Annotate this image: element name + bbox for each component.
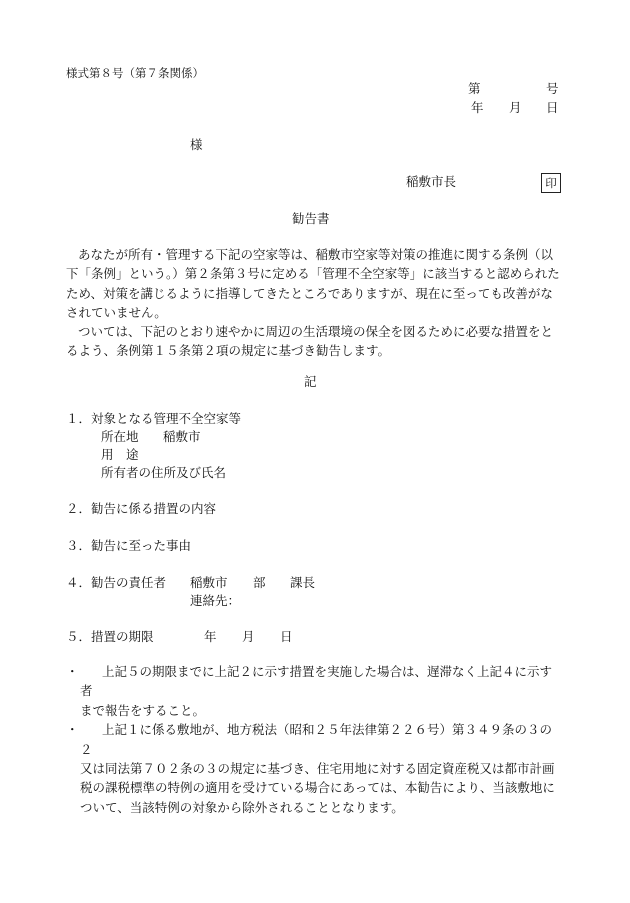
paragraph-line: あなたが所有・管理する下記の空家等は、稲敷市空家等対策の推進に関する条例（以	[78, 247, 554, 262]
item3-heading: ３．勧告に至った事由	[66, 538, 192, 553]
paragraph-line: ついては、下記のとおり速やかに周辺の生活環境の保全を図るために必要な措置をと	[78, 324, 554, 339]
item5-heading: ５．措置の期限	[66, 629, 154, 644]
item4-section: 課長	[290, 575, 316, 590]
item4-heading: ４．勧告の責任者	[66, 575, 167, 590]
note-line: ついて、当該特例の対象から除外されることとなります。	[80, 799, 404, 815]
note-line: 上記５の期限までに上記２に示す措置を実施した場合は、遅滞なく上記４に示す者	[80, 664, 553, 699]
paragraph-line: るよう、条例第１５条第２項の規定に基づき勧告します。	[66, 343, 391, 359]
addressee-honorific: 様	[190, 137, 203, 152]
seal-stamp: 印	[541, 173, 561, 193]
document-number-suffix: 号	[546, 81, 559, 96]
ki-heading: 記	[304, 374, 317, 389]
item5-month: 月	[242, 629, 255, 644]
item5-day: 日	[280, 629, 293, 644]
item4-contact: 連絡先：	[190, 593, 241, 608]
item5-year: 年	[204, 629, 217, 644]
paragraph-line: ため、対策を講じるように指導してきたところでありますが、現在に至っても改善がな	[66, 285, 553, 301]
note-bullet: ・	[66, 722, 79, 738]
note-item	[66, 720, 562, 817]
document-title: 勧告書	[292, 211, 330, 226]
sender-name: 稲敷市長	[406, 174, 457, 189]
item4-dept: 部	[253, 575, 266, 590]
body-paragraph-1	[66, 245, 562, 323]
item1-location-label: 所在地	[101, 429, 139, 444]
item1-location-value: 稲敷市	[163, 429, 201, 444]
document-number-prefix: 第	[468, 81, 481, 96]
date-year: 年	[471, 100, 484, 115]
item2-heading: ２．勧告に係る措置の内容	[66, 501, 217, 516]
item1-use-label: 用 途	[101, 447, 139, 462]
paragraph-line: されていません。	[66, 305, 167, 321]
note-line: まで報告をすること。	[80, 702, 206, 718]
notes-list	[66, 662, 562, 817]
body-paragraph-2	[66, 322, 562, 361]
date-month: 月	[509, 100, 522, 115]
item1-heading: １．対象となる管理不全空家等	[66, 411, 242, 426]
note-line: 上記１に係る敷地が、地方税法（昭和２５年法律第２２６号）第３４９条の３の２	[80, 722, 553, 757]
paragraph-line: 下「条例」という。）第２条第３号に定める「管理不全空家等」に該当すると認められた	[66, 266, 560, 282]
note-bullet: ・	[66, 664, 79, 679]
form-number: 様式第８号（第７条関係）	[66, 66, 204, 80]
item4-city: 稲敷市	[190, 575, 228, 590]
note-item	[66, 662, 562, 720]
date-day: 日	[546, 100, 559, 115]
note-line: 税の課税標準の特例の適用を受けている場合にあっては、本勧告により、当該敷地に	[80, 780, 555, 796]
note-line: 又は同法第７０２条の３の規定に基づき、住宅用地に対する固定資産税又は都市計画	[80, 761, 555, 777]
item1-owner-label: 所有者の住所及び氏名	[101, 465, 227, 480]
